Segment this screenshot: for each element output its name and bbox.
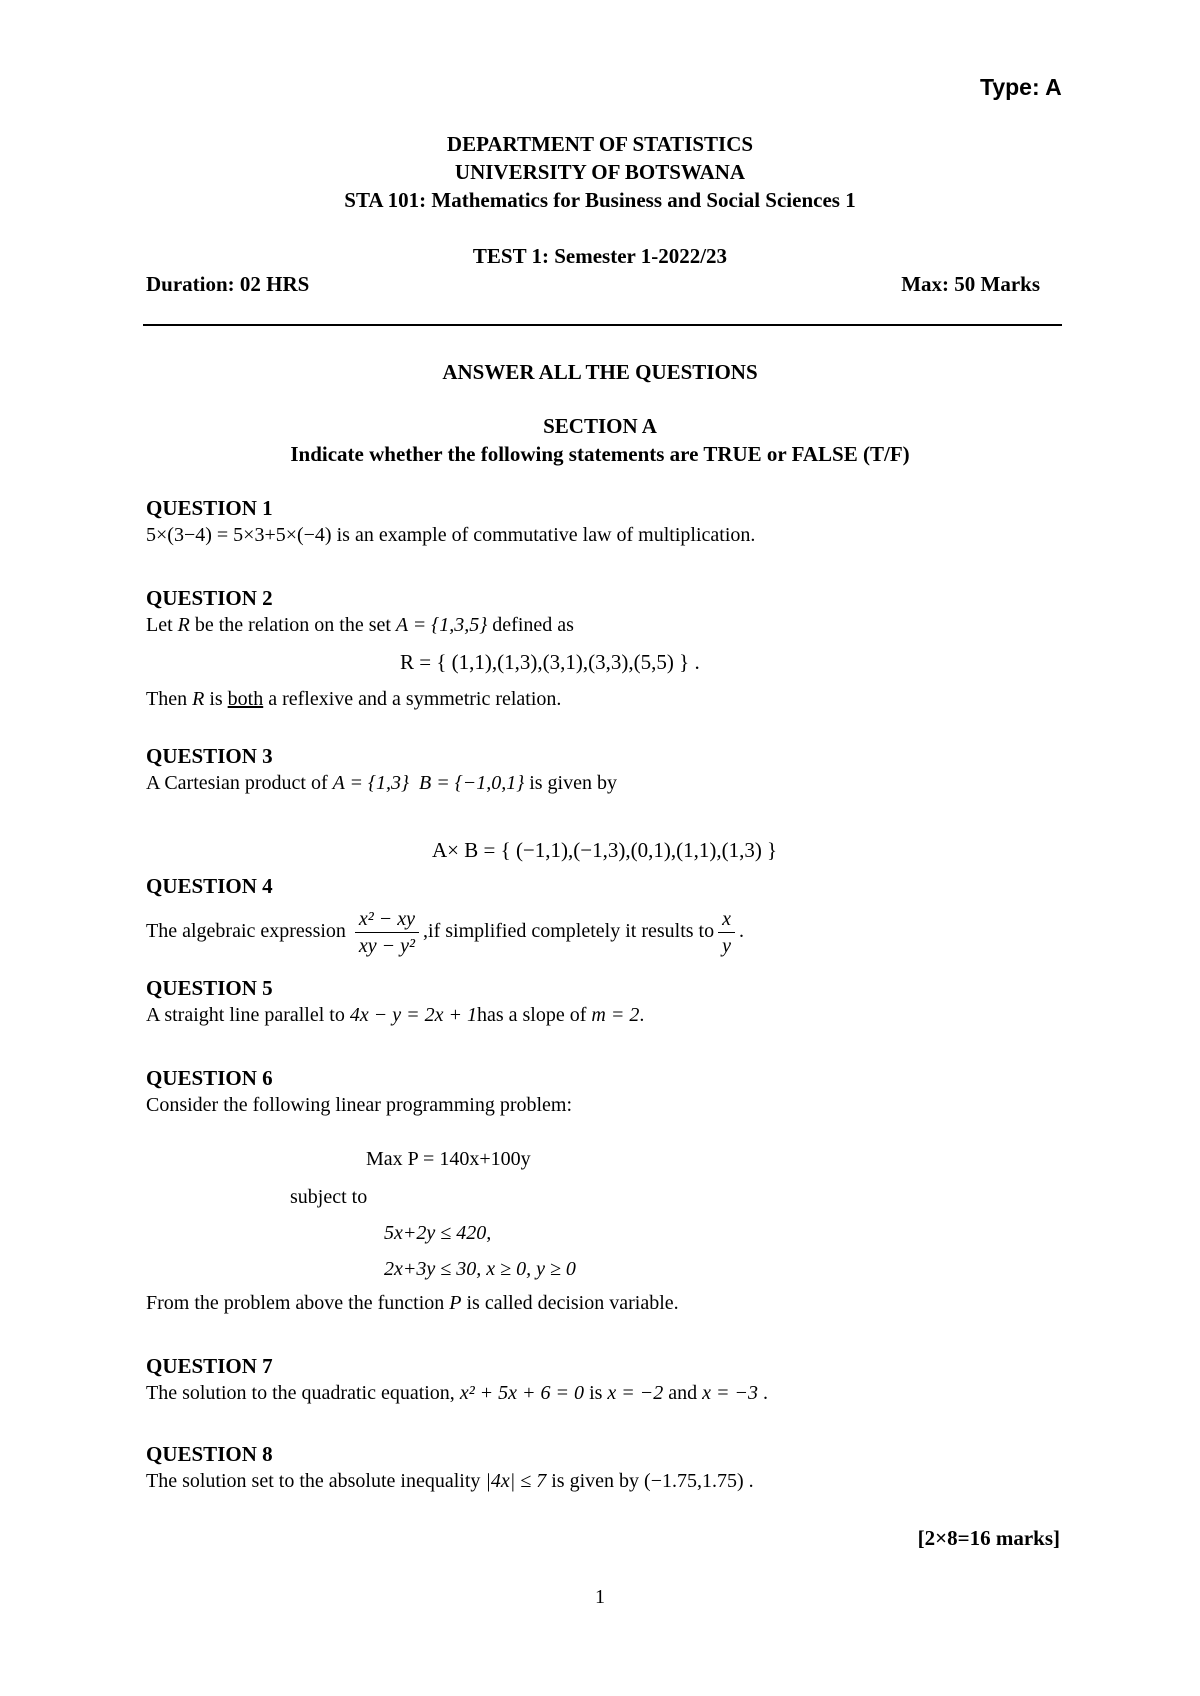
q7-and: and — [663, 1382, 703, 1404]
course-heading: STA 101: Mathematics for Business and Social Sciences 1 — [344, 188, 856, 212]
q3-text-b: is given by — [524, 772, 617, 794]
section-instruction: Indicate whether the following statements are TRUE or FALSE (T/F) — [290, 442, 910, 466]
q4-period: . — [739, 920, 745, 943]
q4-result-denominator: y — [722, 935, 732, 957]
question-6-subject-to: subject to — [290, 1186, 368, 1208]
q2-is: is — [204, 688, 228, 710]
question-4-text — [146, 906, 744, 959]
question-6-constraint-2: 2x+3y ≤ 30, x ≥ 0, y ≥ 0 — [384, 1258, 576, 1280]
q5-period: . — [639, 1004, 645, 1026]
question-3-title: QUESTION 3 — [146, 744, 273, 768]
question-2-title: QUESTION 2 — [146, 586, 273, 610]
q2-text-b: be the relation on the set — [189, 614, 396, 636]
q8-text-b: is given by — [546, 1470, 645, 1492]
q4-fraction — [355, 906, 419, 959]
q4-denominator: xy − y² — [358, 935, 416, 957]
question-5-title: QUESTION 5 — [146, 976, 273, 1000]
q7-solution-1: x = −2 — [607, 1382, 664, 1404]
q4-text-b: ,if simplified completely it results to — [423, 920, 715, 943]
q5-text-a: A straight line parallel to — [146, 1004, 350, 1026]
question-8-title: QUESTION 8 — [146, 1442, 273, 1466]
question-3-line-1 — [146, 772, 617, 795]
question-3-product: A× B = { (−1,1),(−1,3),(0,1),(1,1),(1,3) } — [432, 838, 778, 862]
total-marks: [2×8=16 marks] — [917, 1526, 1060, 1550]
question-5-text — [146, 1004, 644, 1027]
q6-text-a: From the problem above the function — [146, 1292, 450, 1314]
question-2-relation: R = { (1,1),(1,3),(3,1),(3,3),(5,5) } . — [400, 650, 700, 674]
question-6-objective: Max P = 140x+100y — [366, 1148, 531, 1170]
q5-text-b: has a slope of — [476, 1004, 592, 1026]
q2-then: Then — [146, 688, 193, 710]
question-1-math: 5×(3−4) = 5×3+5×(−4) — [146, 524, 332, 546]
question-7-title: QUESTION 7 — [146, 1354, 273, 1378]
q7-text-b: is — [584, 1382, 608, 1404]
q4-result-numerator: x — [718, 906, 735, 933]
q4-result-fraction — [718, 906, 735, 959]
q4-text-a: The algebraic expression — [146, 920, 351, 943]
section-title: SECTION A — [543, 414, 657, 438]
q7-text-a: The solution to the quadratic equation, — [146, 1382, 460, 1404]
q3-set-b: B = {−1,0,1} — [418, 772, 525, 794]
question-6-statement — [146, 1292, 679, 1315]
q4-numerator: x² − xy — [355, 906, 419, 933]
exam-type-label: Type: A — [980, 74, 1062, 100]
q2-set-a: A = {1,3,5} — [395, 614, 488, 636]
q7-solution-2: x = −3 — [702, 1382, 759, 1404]
q2-text-c: defined as — [487, 614, 574, 636]
question-4-title: QUESTION 4 — [146, 874, 273, 898]
duration-label: Duration: 02 HRS — [146, 272, 310, 296]
question-1-statement: is an example of commutative law of multiplication. — [331, 524, 756, 546]
question-7-text — [146, 1382, 768, 1405]
q6-function-p: P — [449, 1292, 462, 1314]
q8-interval: (−1.75,1.75) — [644, 1470, 744, 1492]
university-heading: UNIVERSITY OF BOTSWANA — [454, 160, 746, 184]
question-2-line-1 — [146, 614, 574, 637]
department-heading: DEPARTMENT OF STATISTICS — [446, 132, 754, 156]
question-1-text — [146, 524, 755, 547]
question-8-text — [146, 1470, 754, 1493]
q8-period: . — [743, 1470, 754, 1492]
question-6-intro: Consider the following linear programming problem: — [146, 1094, 573, 1116]
question-6-title: QUESTION 6 — [146, 1066, 273, 1090]
q7-period: . — [758, 1382, 769, 1404]
q2-text-a: Let — [146, 614, 178, 636]
q5-slope: m = 2 — [591, 1004, 640, 1026]
question-2-line-3 — [146, 688, 561, 711]
page-number: 1 — [595, 1586, 605, 1608]
q8-inequality: |4x| ≤ 7 — [485, 1470, 547, 1492]
q3-set-a: A = {1,3} — [332, 772, 409, 794]
test-heading: TEST 1: Semester 1-2022/23 — [472, 244, 728, 268]
q5-equation: 4x − y = 2x + 1 — [349, 1004, 477, 1026]
q6-text-b: is called decision variable. — [461, 1292, 679, 1314]
header-divider — [143, 324, 1062, 326]
instructions-heading: ANSWER ALL THE QUESTIONS — [442, 360, 758, 384]
max-marks-label: Max: 50 Marks — [901, 272, 1040, 296]
q2-both-underlined: both — [227, 688, 264, 710]
q2-statement-end: a reflexive and a symmetric relation. — [263, 688, 562, 710]
q7-equation: x² + 5x + 6 = 0 — [459, 1382, 585, 1404]
question-1-title: QUESTION 1 — [146, 496, 273, 520]
q2-relation-symbol-2: R — [192, 688, 205, 710]
question-6-constraint-1: 5x+2y ≤ 420, — [384, 1222, 492, 1244]
q8-text-a: The solution set to the absolute inequality — [146, 1470, 486, 1492]
q2-relation-symbol: R — [177, 614, 190, 636]
q3-text-a: A Cartesian product of — [146, 772, 333, 794]
